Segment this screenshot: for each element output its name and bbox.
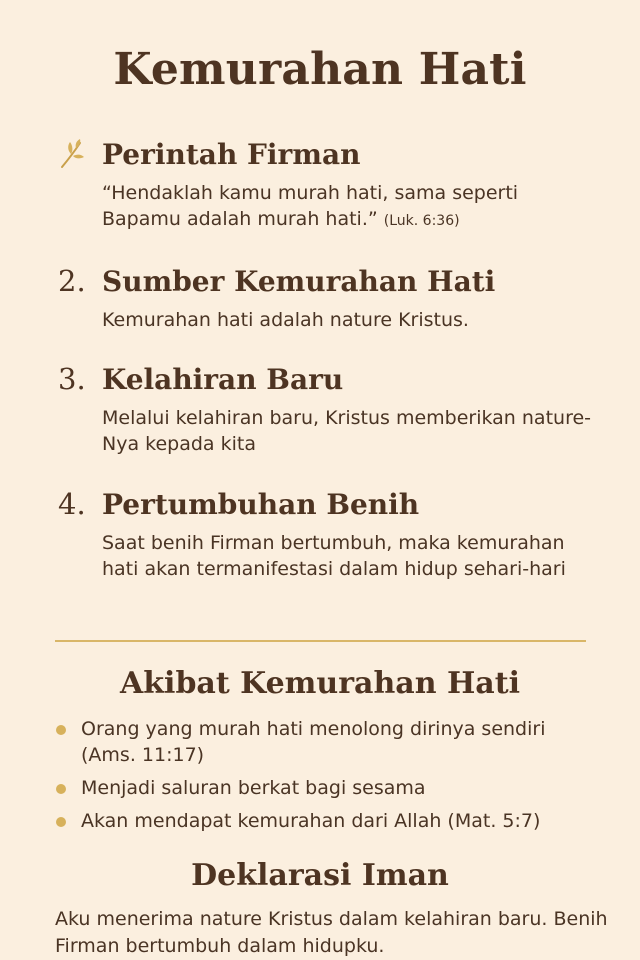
section-header [58, 359, 600, 399]
section-header [58, 484, 600, 524]
section-pertumbuhan-benih [58, 484, 600, 582]
list-item [56, 775, 600, 801]
scripture-reference: (Luk. 6:36) [383, 213, 460, 229]
list-item [56, 716, 600, 768]
section-header [58, 261, 600, 301]
list-item [56, 808, 600, 834]
section-body: Melalui kelahiran baru, Kristus memberikan nature-Nya kepada kita [102, 407, 592, 455]
section-body: Saat benih Firman bertumbuh, maka kemurahan hati akan termanifestasi dalam hidup sehari-hari [102, 532, 566, 580]
section-kelahiran-baru [58, 359, 600, 457]
consequences-list [56, 716, 600, 841]
list-item-text: Orang yang murah hati menolong dirinya sendiri (Ams. 11:17) [81, 718, 546, 766]
section-number: 4. [58, 487, 86, 521]
list-item-text: Menjadi saluran berkat bagi sesama [81, 777, 426, 799]
section-body: Kemurahan hati adalah nature Kristus. [102, 309, 469, 331]
section-number: 3. [58, 362, 86, 396]
section-perintah-firman [58, 134, 600, 234]
section-sumber-kemurahan-hati [58, 261, 600, 333]
bullet-dot-icon [56, 784, 66, 794]
list-item-text: Akan mendapat kemurahan dari Allah (Mat. 5:7) [81, 810, 541, 832]
section-divider [55, 640, 586, 642]
bullet-dot-icon [56, 725, 66, 735]
wheat-sprig-icon [58, 134, 102, 174]
bullet-dot-icon [56, 817, 66, 827]
section-title: Kelahiran Baru [102, 362, 344, 396]
declaration-title: Deklarasi Iman [191, 858, 449, 893]
page-title: Kemurahan Hati [113, 44, 527, 95]
section-number: 2. [58, 264, 86, 298]
section-body [102, 180, 600, 234]
consequences-title: Akibat Kemurahan Hati [119, 666, 521, 701]
declaration-text: Aku menerima nature Kristus dalam kelahiran baru. Benih Firman bertumbuh dalam hidupku. [55, 908, 608, 957]
section-title: Sumber Kemurahan Hati [102, 264, 496, 298]
section-header [58, 134, 600, 174]
section-title: Perintah Firman [102, 137, 361, 171]
section-title: Pertumbuhan Benih [102, 487, 420, 521]
scripture-quote: “Hendaklah kamu murah hati, sama seperti Bapamu adalah murah hati.” [102, 182, 519, 230]
